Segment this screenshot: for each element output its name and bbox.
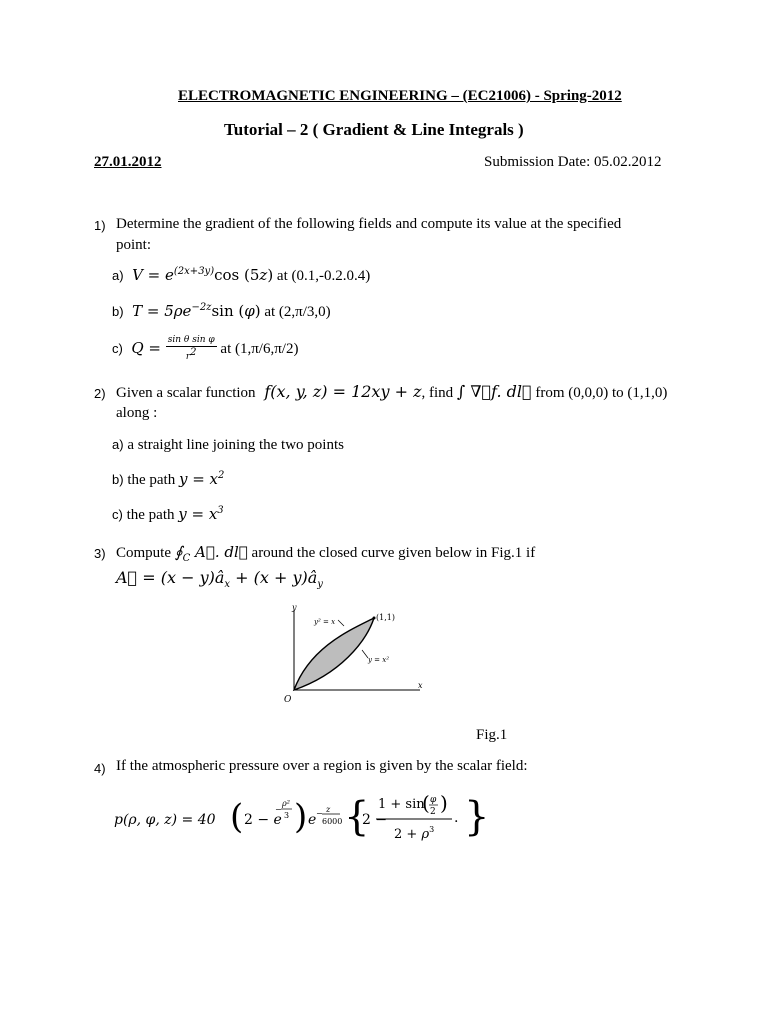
q1b-formula: $T = 5\rho e^{-2z}\sin$ (φ): [127, 302, 261, 320]
svg-text:}: }: [464, 794, 490, 840]
q3-integral: $∮_C$ A⃗. dl⃗: [174, 543, 248, 564]
svg-text:6000: 6000: [322, 817, 343, 826]
q1a-label: a): [112, 268, 124, 283]
svg-text:z: z: [326, 805, 331, 814]
q1c-point: at (1,π/6,π/2): [220, 341, 299, 357]
svg-text:1 + sin: 1 + sin: [378, 797, 425, 812]
q2a-label: a): [112, 437, 124, 452]
upper-curve-label: y² = x: [314, 618, 336, 626]
q1c: [112, 336, 298, 362]
svg-text:): ): [440, 791, 448, 815]
svg-text:−: −: [275, 805, 282, 814]
svg-text:φ: φ: [430, 795, 437, 805]
submission-date: Submission Date: 05.02.2012: [484, 154, 662, 170]
q3-compute: Compute: [116, 545, 171, 561]
q2b-label: b): [112, 472, 124, 487]
q4-text: If the atmospheric pressure over a region is given by the scalar field:: [116, 758, 528, 774]
svg-text:2 − e: 2 − e: [244, 812, 282, 828]
q4-pressure-formula: [112, 786, 492, 850]
svg-text:): ): [294, 797, 308, 837]
q1c-label: c): [112, 341, 123, 356]
q1a-formula: $V = e^{(2x+3y)}\cos$ (5z): [127, 266, 274, 284]
q2b-formula: $y = x^2$: [178, 470, 225, 488]
y-axis-label: y: [292, 603, 297, 612]
q2-from-to: from (0,0,0) to (1,1,0): [535, 385, 668, 401]
q2a-text: a straight line joining the two points: [127, 437, 344, 453]
q2-intro: Given a scalar function: [116, 385, 256, 401]
figure-1: [280, 602, 430, 708]
q1-number: 1): [94, 218, 106, 233]
q2-along: along :: [116, 405, 158, 421]
lower-curve-label: y = x²: [368, 656, 390, 664]
q4-number: 4): [94, 761, 106, 776]
q3-vector-field: A⃗ = $(x - y)â_x + (x$ + $y)â_y$: [116, 568, 323, 591]
shaded-region: [294, 618, 374, 690]
point-label: (1,1): [376, 613, 395, 622]
svg-text:(: (: [422, 791, 430, 815]
q1b-label: b): [112, 304, 124, 319]
svg-text:−: −: [316, 809, 323, 818]
q2-line1: [116, 382, 667, 402]
q3-text: around the closed curve given below in Fig.1 if: [251, 545, 536, 561]
q3-number: 3): [94, 546, 106, 561]
q2b-text: the path: [127, 472, 176, 488]
q1c-formula: Q = $\frac{\text{sin θ sin φ}}{r^2}$: [126, 335, 215, 362]
q1-line2: point:: [116, 237, 152, 253]
svg-text:p(ρ, φ, z) = 40: p(ρ, φ, z) = 40: [114, 812, 216, 828]
q2-integral: ∫ ∇⃗f. dl⃗: [456, 382, 532, 401]
svg-text:3: 3: [284, 811, 290, 820]
svg-text:.: .: [454, 810, 459, 826]
x-axis-label: x: [418, 681, 423, 690]
svg-text:(: (: [230, 797, 244, 837]
upper-curve-pointer: [338, 620, 344, 626]
svg-text:{: {: [344, 794, 370, 840]
q1a-point: at (0.1,-0.2.0.4): [276, 268, 371, 284]
course-title: ELECTROMAGNETIC ENGINEERING – (EC21006) - Spring-2012: [178, 88, 622, 104]
svg-text:ρ²: ρ²: [282, 799, 290, 808]
q1b: [112, 302, 331, 321]
q1a: [112, 266, 370, 285]
q3-line1: [116, 543, 535, 564]
q2c-text: the path: [126, 507, 175, 523]
q2-number: 2): [94, 386, 106, 401]
figure-caption: Fig.1: [476, 727, 508, 743]
q2-function: f(x, y, z) = 12xy + z: [259, 382, 422, 401]
svg-text:2: 2: [430, 807, 436, 817]
q2c-label: c): [112, 507, 123, 522]
q2c-formula: $y = x^3$: [178, 505, 224, 523]
q2-find: , find: [421, 385, 454, 401]
tutorial-title: Tutorial – 2 ( Gradient & Line Integrals ): [224, 120, 524, 139]
q1-line1: Determine the gradient of the following fields and compute its value at the specified: [116, 216, 622, 232]
svg-text:2 −: 2 −: [362, 812, 388, 828]
svg-text:e: e: [308, 812, 317, 828]
q2b: [112, 470, 224, 489]
svg-text:2 + ρ3: $2 + \rho^3$: [394, 825, 435, 842]
q1b-point: at (2,π/3,0): [264, 304, 331, 320]
q2a: [112, 437, 344, 454]
origin-label: O: [284, 695, 292, 705]
tutorial-date: 27.01.2012: [94, 154, 162, 170]
q2c: [112, 505, 224, 524]
